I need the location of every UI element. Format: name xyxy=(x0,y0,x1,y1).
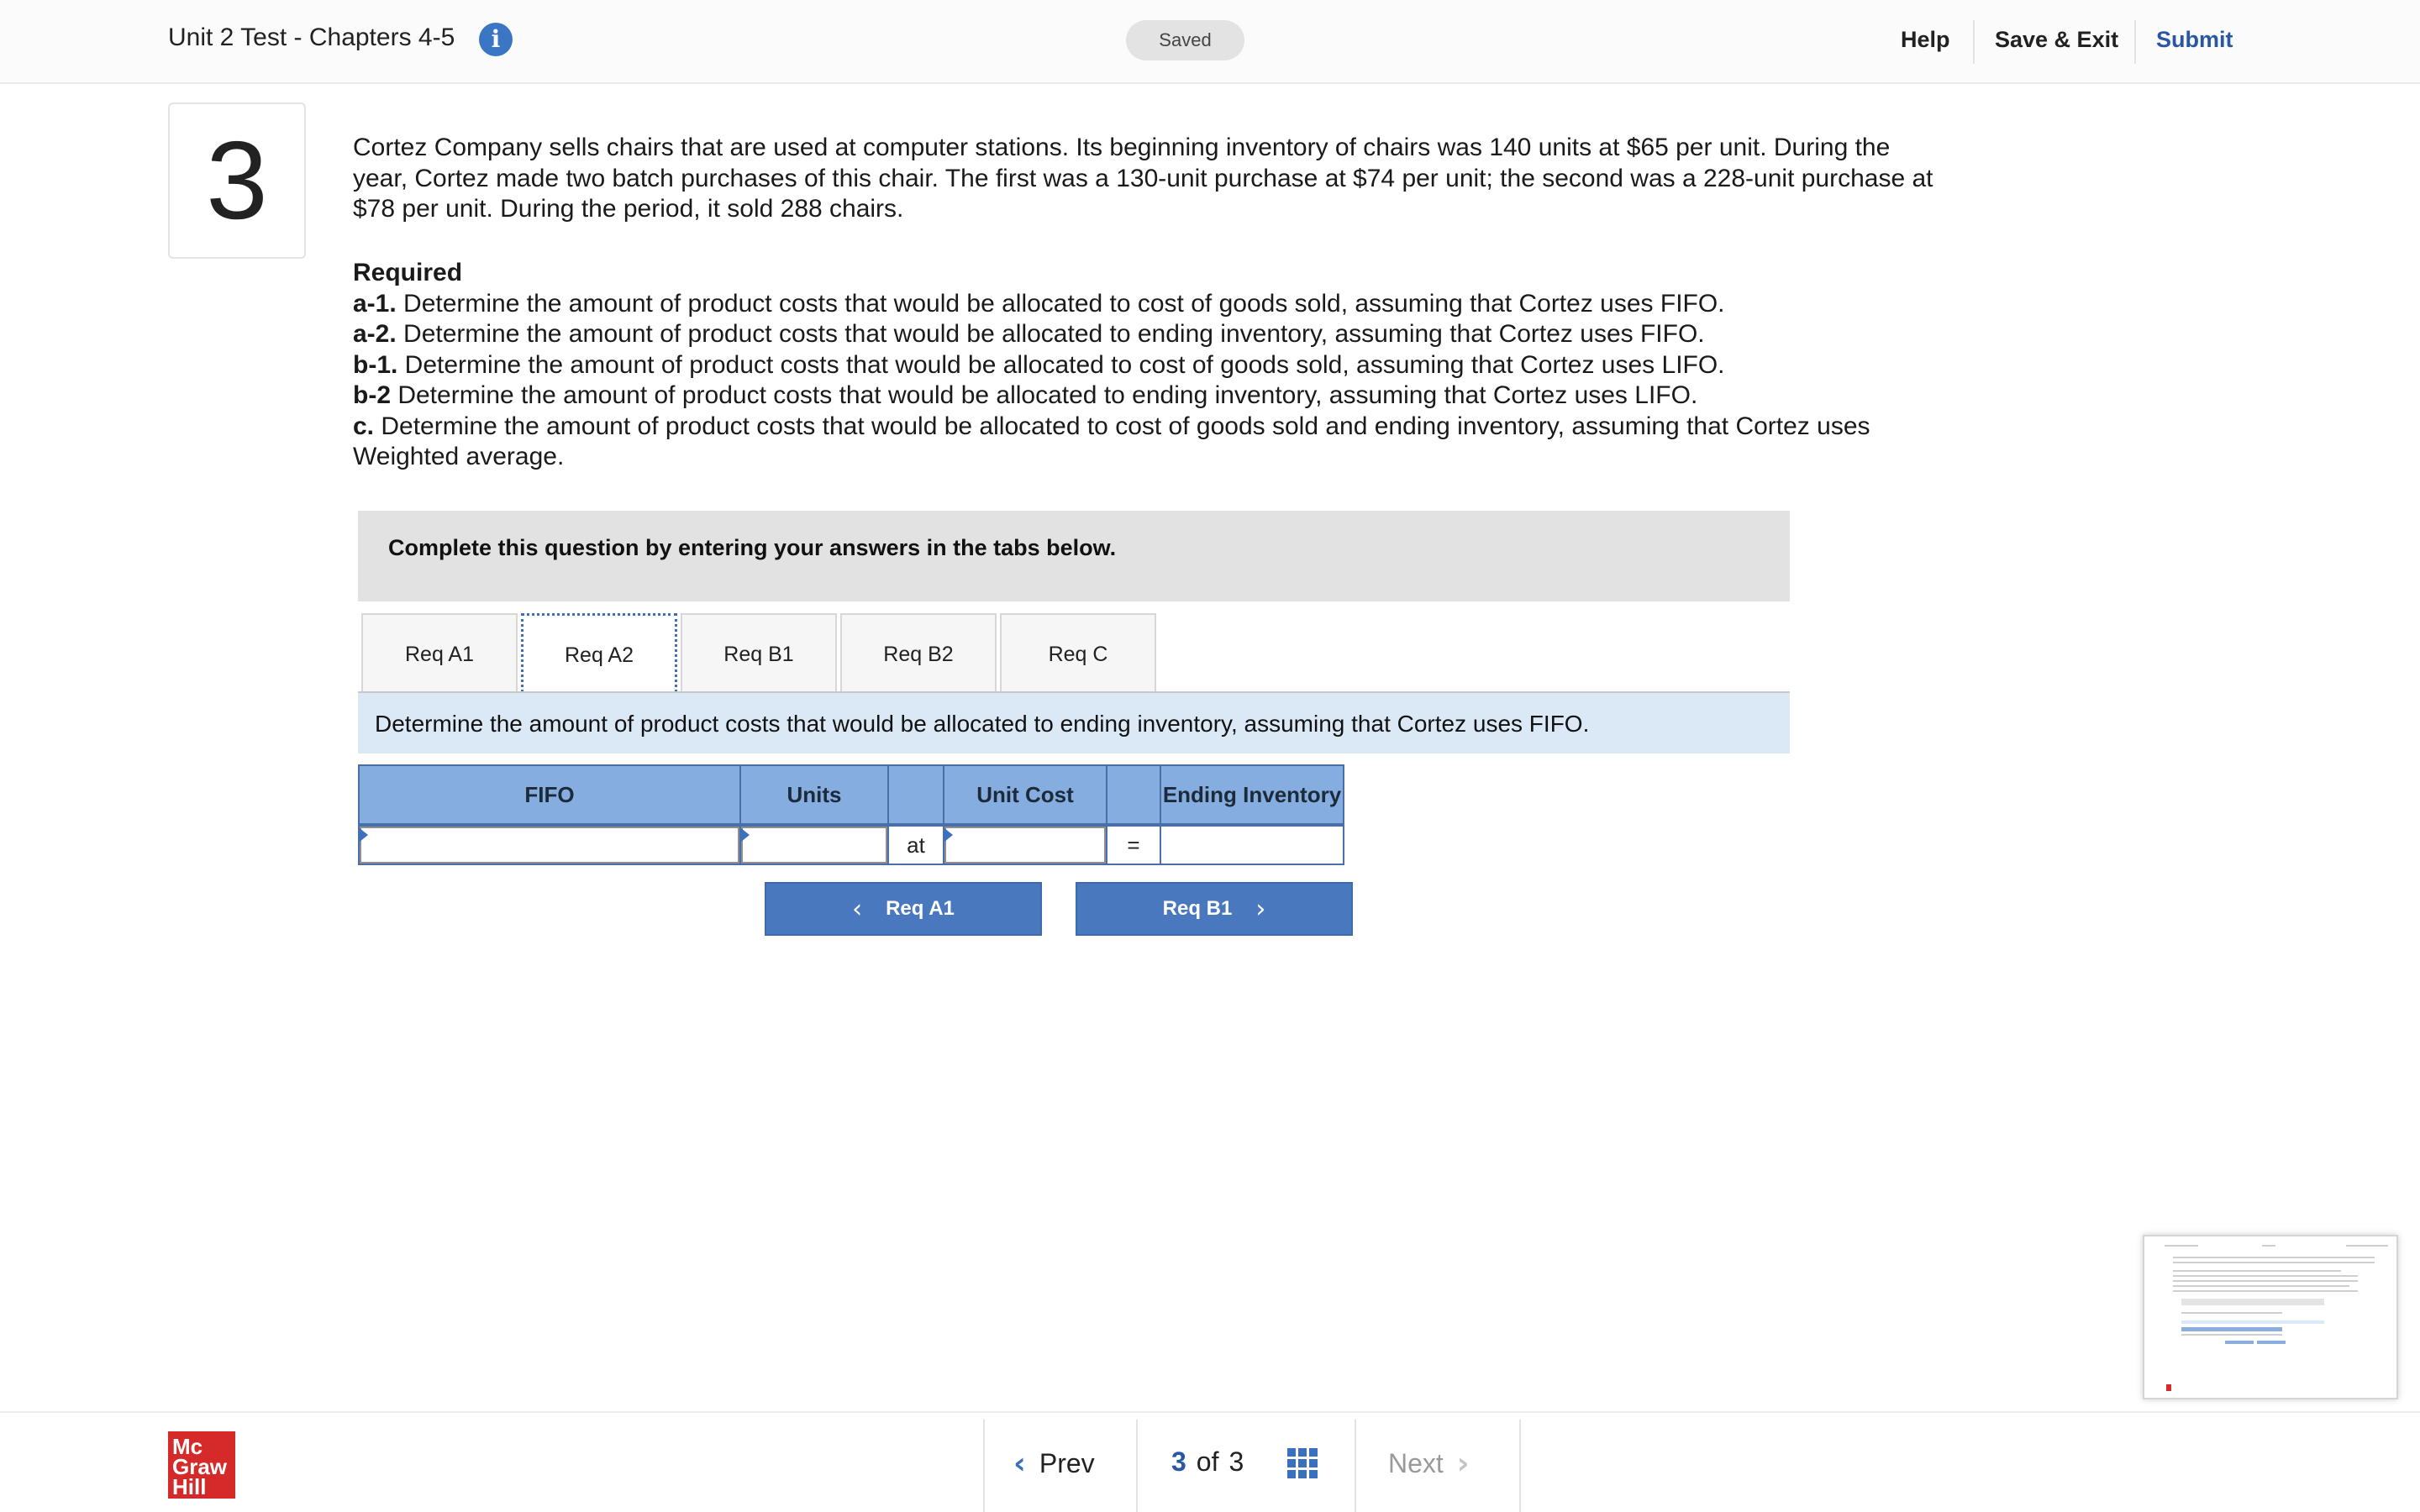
logo-line: Hill xyxy=(172,1474,207,1499)
save-and-exit-link[interactable]: Save & Exit xyxy=(1995,27,2119,52)
thumbnail-logo xyxy=(2166,1384,2171,1391)
thumbnail-line xyxy=(2173,1257,2375,1258)
units-input[interactable] xyxy=(741,827,887,864)
thumbnail-button xyxy=(2257,1341,2286,1344)
ending-inventory-value xyxy=(1160,825,1344,865)
thumbnail-line xyxy=(2173,1262,2375,1263)
grid-icon[interactable] xyxy=(1287,1448,1318,1478)
info-icon[interactable]: i xyxy=(479,23,513,56)
tab-req-b1[interactable]: Req B1 xyxy=(681,613,837,692)
next-req-label: Req B1 xyxy=(1162,897,1233,920)
input-flag-icon xyxy=(741,828,750,842)
of-label: of xyxy=(1196,1446,1219,1477)
fifo-input[interactable] xyxy=(360,827,739,864)
tab-req-b2[interactable]: Req B2 xyxy=(840,613,997,692)
requirement-item xyxy=(353,289,1949,320)
pager-divider xyxy=(1355,1420,1356,1512)
equals-label: = xyxy=(1106,825,1161,865)
logo-line: Mc xyxy=(172,1434,203,1459)
equals-column-header xyxy=(1106,764,1161,825)
tab-req-a2[interactable]: Req A2 xyxy=(521,613,677,692)
requirement-text: Determine the amount of product costs that would be allocated to cost of goods sold, assuming that Cortez uses LIFO. xyxy=(397,350,1725,379)
requirement-label: a-2. xyxy=(353,320,397,348)
question-text: Cortez Company sells chairs that are used at computer stations. Its beginning inventory of chairs was 140 units at $65 per unit. During the year, Cortez made two batch purchases of this chair. The first was a 130-unit purchase at $74 per unit; the second was a 228-unit purchase at $78 per unit. During the period, it sold 288 chairs. xyxy=(353,134,1933,223)
chevron-right-icon: › xyxy=(1255,894,1266,924)
thumbnail-line xyxy=(2262,1245,2275,1247)
requirements-block xyxy=(353,258,1949,473)
current-page: 3 xyxy=(1171,1446,1186,1477)
requirement-item xyxy=(353,381,1949,412)
tab-description: Determine the amount of product costs that would be allocated to ending inventory, assuming that Cortez uses FIFO. xyxy=(375,711,1590,737)
input-flag-icon xyxy=(944,828,953,842)
thumbnail-line xyxy=(2181,1312,2282,1314)
requirement-item xyxy=(353,412,1949,473)
thumbnail-line xyxy=(2173,1290,2358,1292)
prev-req-label: Req A1 xyxy=(886,897,955,920)
chevron-left-icon: ‹ xyxy=(852,894,863,924)
thumbnail-line xyxy=(2165,1245,2198,1247)
requirement-text: Determine the amount of product costs that would be allocated to ending inventory, assuming that Cortez uses FIFO. xyxy=(396,320,1705,348)
requirement-label: a-1. xyxy=(353,289,397,318)
logo-line: Graw xyxy=(172,1454,228,1479)
unit-cost-input[interactable] xyxy=(944,827,1106,864)
required-heading: Required xyxy=(353,259,463,286)
instruction-text: Complete this question by entering your answers in the tabs below. xyxy=(388,535,1117,560)
thumbnail-line xyxy=(2173,1275,2358,1277)
requirement-label: b-2 xyxy=(353,381,391,409)
page-thumbnail[interactable] xyxy=(2143,1235,2398,1399)
prev-label: Prev xyxy=(1039,1448,1095,1478)
requirement-item xyxy=(353,350,1949,381)
thumbnail-line xyxy=(2346,1245,2388,1247)
requirement-label: c. xyxy=(353,412,375,440)
pager-divider xyxy=(1136,1420,1138,1512)
chevron-right-icon: › xyxy=(1456,1446,1470,1481)
test-title: Unit 2 Test - Chapters 4-5 xyxy=(168,24,455,51)
help-link[interactable]: Help xyxy=(1901,27,1950,52)
total-pages: 3 xyxy=(1228,1446,1244,1477)
thumbnail-line xyxy=(2181,1334,2282,1336)
tab-req-c[interactable]: Req C xyxy=(1000,613,1156,692)
units-column-header: Units xyxy=(739,764,889,825)
chevron-left-icon: ‹ xyxy=(1013,1446,1026,1481)
submit-link[interactable]: Submit xyxy=(2156,27,2233,52)
question-number: 3 xyxy=(206,118,268,242)
thumbnail-line xyxy=(2173,1280,2358,1282)
requirement-label: b-1. xyxy=(353,350,398,379)
header-divider xyxy=(2134,20,2136,64)
requirement-text: Determine the amount of product costs that would be allocated to cost of goods sold, assuming that Cortez uses FIFO. xyxy=(396,289,1725,318)
next-question-button[interactable] xyxy=(1388,1446,1470,1481)
thumbnail-button xyxy=(2225,1341,2254,1344)
at-label: at xyxy=(887,825,944,865)
at-column-header xyxy=(887,764,944,825)
prev-question-button[interactable] xyxy=(1013,1446,1095,1481)
next-label: Next xyxy=(1388,1448,1444,1478)
prev-req-button[interactable] xyxy=(765,882,1042,936)
ending-inventory-column-header: Ending Inventory xyxy=(1160,764,1344,825)
tab-req-a1[interactable]: Req A1 xyxy=(361,613,518,692)
thumbnail-line xyxy=(2181,1320,2324,1324)
mcgraw-hill-logo xyxy=(168,1431,235,1499)
thumbnail-line xyxy=(2173,1285,2349,1287)
requirement-item xyxy=(353,319,1949,350)
thumbnail-line xyxy=(2173,1270,2341,1272)
fifo-column-header: FIFO xyxy=(358,764,741,825)
input-flag-icon xyxy=(360,828,368,842)
unit-cost-column-header: Unit Cost xyxy=(943,764,1107,825)
header-divider xyxy=(1973,20,1975,64)
requirement-text: Determine the amount of product costs that would be allocated to ending inventory, assuming that Cortez uses LIFO. xyxy=(391,381,1698,409)
requirement-text: Determine the amount of product costs that would be allocated to cost of goods sold and ending inventory, assuming that Cortez uses Weighted average. xyxy=(353,412,1870,470)
thumbnail-line xyxy=(2181,1299,2324,1305)
page-indicator xyxy=(1171,1446,1244,1478)
saved-status-badge: Saved xyxy=(1126,20,1244,60)
next-req-button[interactable] xyxy=(1076,882,1353,936)
thumbnail-table-header xyxy=(2181,1327,2282,1331)
